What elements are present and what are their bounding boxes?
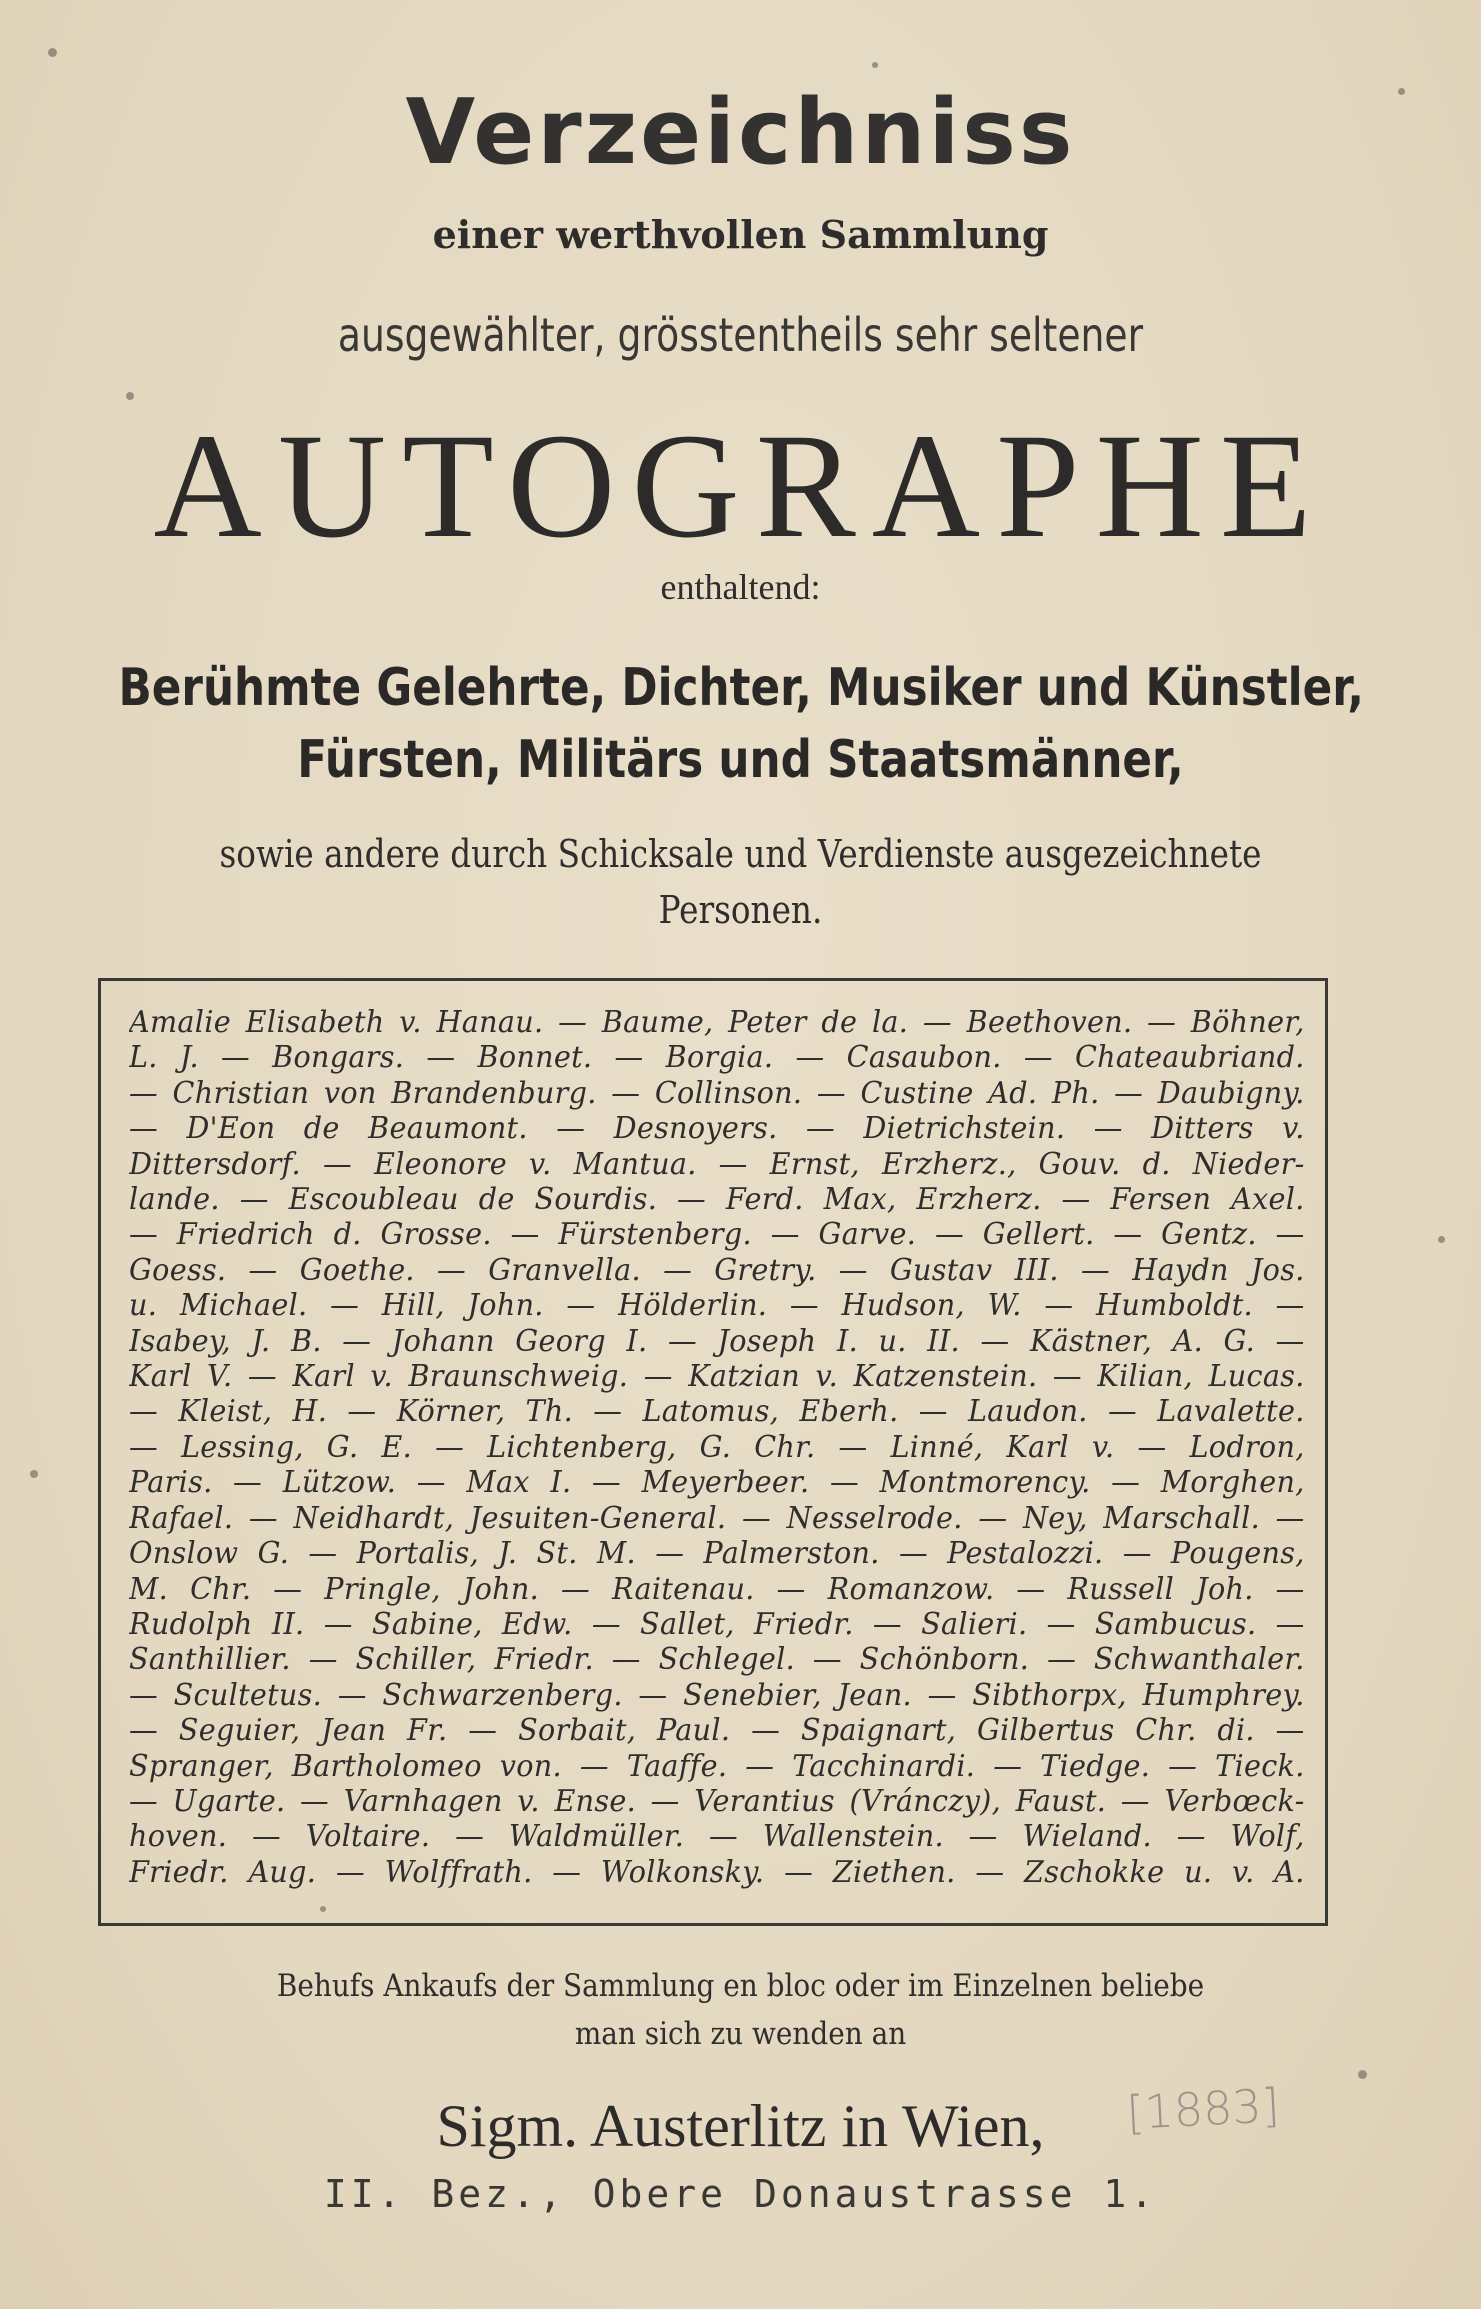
names-line: Karl V. — Karl v. Braunschweig. — Katzian v. Katzenstein. — Kilian, Lucas. (129, 1359, 1305, 1395)
names-line: Friedr. Aug. — Wolffrath. — Wolkonsky. — Ziethen. — Zschokke u. v. A. (129, 1854, 1305, 1890)
names-line: Paris. — Lützow. — Max I. — Meyerbeer. — Montmorency. — Morghen, (129, 1465, 1305, 1501)
names-line: L. J. — Bongars. — Bonnet. — Borgia. — Casaubon. — Chateaubriand. (129, 1040, 1305, 1076)
categories-line-2: Fürsten, Militärs und Staatsmänner, (297, 730, 1184, 790)
paper-spot (1438, 1236, 1445, 1243)
names-line: — Seguier, Jean Fr. — Sorbait, Paul. — Spaignart, Gilbertus Chr. di. — (129, 1713, 1305, 1749)
main-heading: AUTOGRAPHE (153, 403, 1328, 569)
names-list-inner (129, 1005, 1305, 1890)
paper-spot (872, 62, 878, 68)
others-line-2: Personen. (658, 888, 823, 932)
names-line: M. Chr. — Pringle, John. — Raitenau. — Romanzow. — Russell Joh. — (129, 1571, 1305, 1607)
paper-spot (126, 392, 134, 400)
names-line: — Ugarte. — Varnhagen v. Ense. — Verantius (Vránczy), Faust. — Verbœck- (129, 1783, 1305, 1819)
pencil-date-note: [1883] (1125, 2078, 1281, 2140)
names-line: Spranger, Bartholomeo von. — Taaffe. — Tacchinardi. — Tiedge. — Tieck. (129, 1748, 1305, 1784)
names-line: — Scultetus. — Schwarzenberg. — Senebier, Jean. — Sibthorpx, Humphrey. (129, 1677, 1305, 1713)
names-line: Amalie Elisabeth v. Hanau. — Baume, Peter de la. — Beethoven. — Böhner, (129, 1005, 1305, 1040)
names-line: Goess. — Goethe. — Granvella. — Gretry. — Gustav III. — Haydn Jos. (129, 1252, 1305, 1288)
dealer-address: II. Bez., Obere Donaustrasse 1. (323, 2172, 1158, 2216)
names-line: u. Michael. — Hill, John. — Hölderlin. — Hudson, W. — Humboldt. — (129, 1288, 1305, 1324)
names-line: Rudolph II. — Sabine, Edw. — Sallet, Friedr. — Salieri. — Sambucus. — (129, 1606, 1305, 1642)
names-list (129, 1005, 1305, 1890)
names-line: Santhillier. — Schiller, Friedr. — Schlegel. — Schönborn. — Schwanthaler. (129, 1642, 1305, 1678)
names-box (98, 978, 1328, 1926)
paper-spot (30, 1470, 38, 1478)
names-line: — Lessing, G. E. — Lichtenberg, G. Chr. — Linné, Karl v. — Lodron, (129, 1429, 1305, 1465)
names-line: — Christian von Brandenburg. — Collinson. — Custine Ad. Ph. — Daubigny. (129, 1075, 1305, 1111)
names-line: Dittersdorf. — Eleonore v. Mantua. — Ernst, Erzherz., Gouv. d. Nieder- (129, 1146, 1305, 1182)
paper-spot (48, 48, 57, 57)
names-line: Rafael. — Neidhardt, Jesuiten-General. — Nesselrode. — Ney, Marschall. — (129, 1500, 1305, 1536)
names-line: lande. — Escoubleau de Sourdis. — Ferd. Max, Erzherz. — Fersen Axel. (129, 1182, 1305, 1218)
purchase-line-2: man sich zu wenden an (574, 2016, 907, 2052)
subtitle-selection: ausgewählter, grösstentheils sehr seltener (337, 308, 1144, 362)
names-line: — D'Eon de Beaumont. — Desnoyers. — Dietrichstein. — Ditters v. (129, 1111, 1305, 1147)
subtitle-collection: einer werthvollen Sammlung (432, 212, 1049, 257)
names-line: Isabey, J. B. — Johann Georg I. — Joseph I. u. II. — Kästner, A. G. — (129, 1323, 1305, 1359)
paper-spot (1358, 2070, 1367, 2079)
purchase-line-1: Behufs Ankaufs der Sammlung en bloc oder im Einzelnen beliebe (276, 1968, 1205, 2004)
names-line: hoven. — Voltaire. — Waldmüller. — Wallenstein. — Wieland. — Wolf, (129, 1819, 1305, 1855)
names-line: — Kleist, H. — Körner, Th. — Latomus, Eberh. — Laudon. — Lavalette. (129, 1394, 1305, 1430)
page-title: Verzeichniss (405, 80, 1076, 185)
others-line-1: sowie andere durch Schicksale und Verdienste ausgezeichnete (219, 832, 1262, 876)
categories-line-1: Berühmte Gelehrte, Dichter, Musiker und Künstler, (118, 658, 1364, 718)
names-line: — Friedrich d. Grosse. — Fürstenberg. — Garve. — Gellert. — Gentz. — (129, 1217, 1305, 1253)
containing-label: enthaltend: (660, 567, 821, 607)
names-line: Onslow G. — Portalis, J. St. M. — Palmerston. — Pestalozzi. — Pougens, (129, 1536, 1305, 1572)
dealer-name: Sigm. Austerlitz in Wien, (436, 2093, 1045, 2159)
